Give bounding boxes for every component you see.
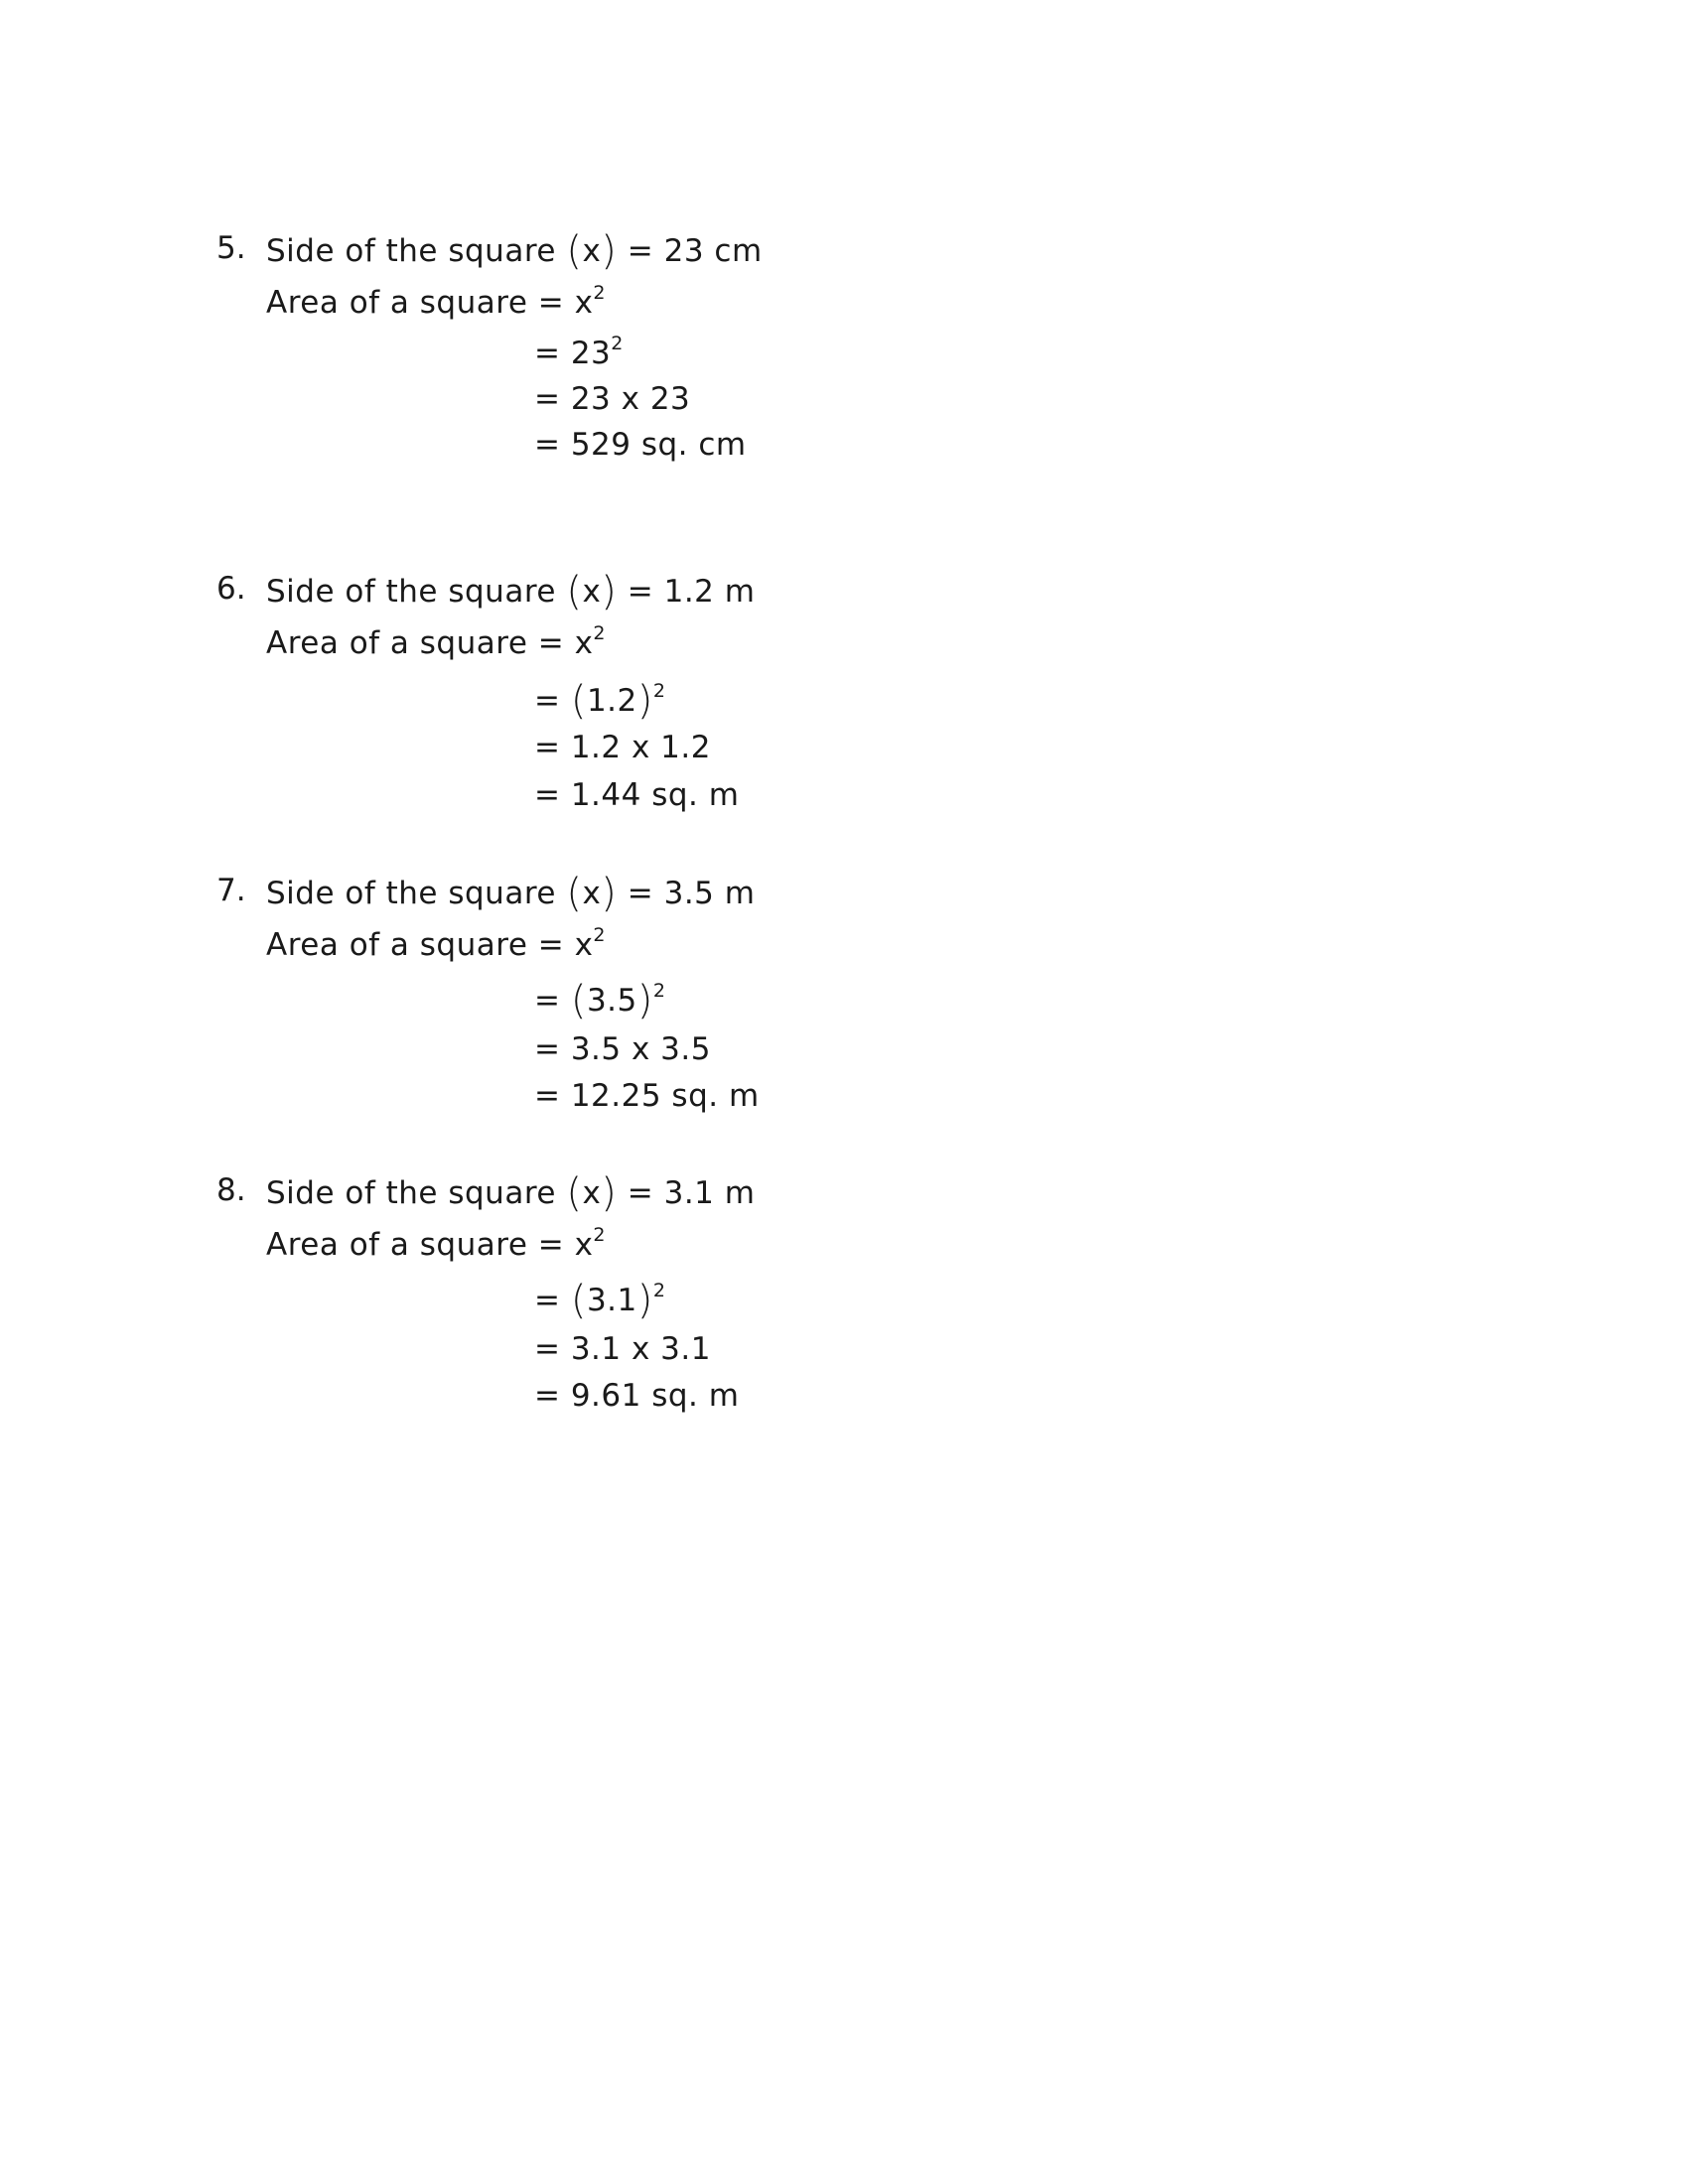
step-1: = $(1.2)^2$ <box>534 678 666 724</box>
statement-value: = 3.1 m <box>627 1175 756 1211</box>
statement-text: Side of the square <box>266 574 556 610</box>
statement-variable: x <box>582 876 602 911</box>
area-formula <box>266 925 606 965</box>
step-2 <box>534 1329 711 1369</box>
step-2 <box>534 1029 711 1069</box>
statement-variable: x <box>582 574 602 610</box>
side-statement: Side of the square (x) = 3.5 m <box>266 871 756 916</box>
step-paren-value: 3.5 <box>586 983 637 1019</box>
problem-number: 5. <box>216 230 246 266</box>
statement-variable: x <box>582 1175 602 1211</box>
statement-text: Side of the square <box>266 876 556 911</box>
step-exponent: 2 <box>652 680 666 702</box>
step-3 <box>534 425 747 465</box>
step-text: = 23 x 23 <box>534 381 691 417</box>
side-statement: Side of the square (x) = 1.2 m <box>266 569 756 614</box>
step-text: = 23 <box>534 336 612 371</box>
step-paren-value: 3.1 <box>586 1283 637 1318</box>
step-text: = 9.61 sq. m <box>534 1378 740 1414</box>
area-formula-text: Area of a square = x <box>266 927 594 963</box>
area-exponent: 2 <box>593 924 607 946</box>
statement-value: = 23 cm <box>627 233 763 269</box>
step-text: = 1.2 x 1.2 <box>534 730 711 765</box>
area-exponent: 2 <box>593 282 607 304</box>
area-exponent: 2 <box>593 1224 607 1246</box>
step-exponent: 2 <box>611 333 624 354</box>
area-formula-text: Area of a square = x <box>266 285 594 321</box>
step-1: = $(3.5)^2$ <box>534 978 666 1024</box>
statement-value: = 1.2 m <box>627 574 756 610</box>
step-3 <box>534 1376 739 1416</box>
area-exponent: 2 <box>593 622 607 644</box>
step-text: = 12.25 sq. m <box>534 1078 760 1114</box>
step-text: = 529 sq. cm <box>534 427 747 463</box>
step-text: = <box>534 1283 571 1318</box>
problem-number: 7. <box>216 873 246 908</box>
step-exponent: 2 <box>652 980 666 1002</box>
problem-number: 8. <box>216 1172 246 1208</box>
problem-number: 6. <box>216 571 246 607</box>
statement-value: = 3.5 m <box>627 876 756 911</box>
step-2 <box>534 379 690 419</box>
step-1 <box>534 334 624 373</box>
step-exponent: 2 <box>652 1280 666 1301</box>
step-3 <box>534 775 739 815</box>
step-text: = 1.44 sq. m <box>534 777 740 813</box>
step-3 <box>534 1076 760 1116</box>
step-1: = $(3.1)^2$ <box>534 1278 666 1323</box>
area-formula <box>266 1225 606 1265</box>
area-formula <box>266 283 606 323</box>
step-text: = <box>534 683 571 719</box>
side-statement: Side of the square (x) = 23 cm <box>266 228 763 274</box>
step-text: = 3.1 x 3.1 <box>534 1331 711 1367</box>
area-formula-text: Area of a square = x <box>266 1227 594 1263</box>
step-2 <box>534 728 711 767</box>
area-formula <box>266 623 606 663</box>
step-text: = <box>534 983 571 1019</box>
area-formula-text: Area of a square = x <box>266 625 594 661</box>
side-statement: Side of the square (x) = 3.1 m <box>266 1170 756 1216</box>
step-text: = 3.5 x 3.5 <box>534 1031 711 1067</box>
step-paren-value: 1.2 <box>586 683 637 719</box>
statement-text: Side of the square <box>266 233 556 269</box>
statement-variable: x <box>582 233 602 269</box>
statement-text: Side of the square <box>266 1175 556 1211</box>
